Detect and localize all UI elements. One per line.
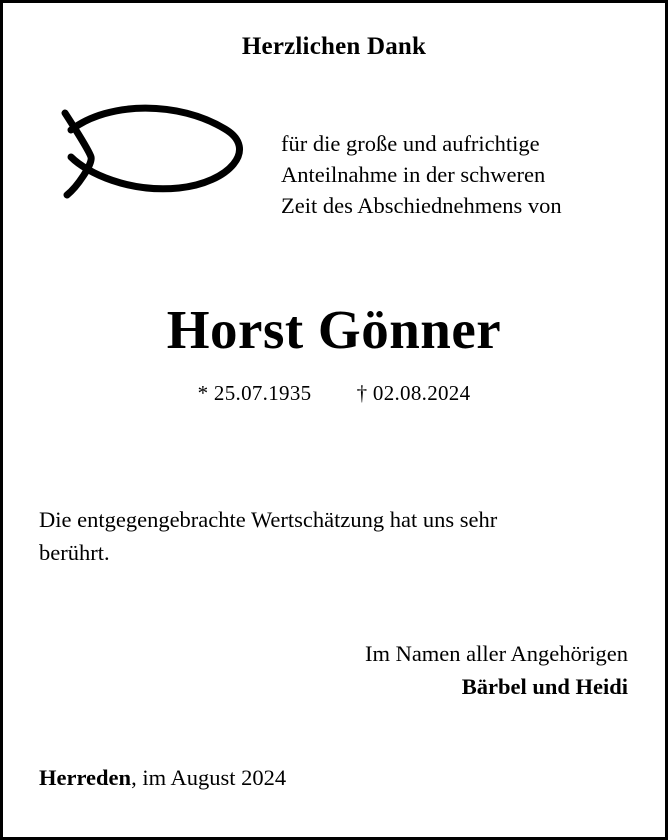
family-block bbox=[3, 637, 665, 703]
life-dates bbox=[3, 381, 665, 406]
gratitude-line-1: Die entgegengebrachte Wertschätzung hat uns sehr bbox=[39, 507, 498, 532]
footer-date: , im August 2024 bbox=[131, 765, 287, 790]
intro-line-2: Anteilnahme in der schweren bbox=[281, 162, 546, 187]
death-date: † 02.08.2024 bbox=[356, 381, 471, 405]
footer-line bbox=[39, 765, 286, 791]
intro-text bbox=[281, 128, 653, 221]
deceased-name: Horst Gönner bbox=[166, 299, 502, 360]
gratitude-line-2: berührt. bbox=[39, 540, 110, 565]
birth-date: * 25.07.1935 bbox=[197, 381, 312, 405]
gratitude-text bbox=[39, 503, 639, 569]
ichthys-fish-icon bbox=[29, 95, 269, 205]
intro-line-1: für die große und aufrichtige bbox=[281, 131, 540, 156]
footer-place: Herreden bbox=[39, 765, 132, 790]
family-intro: Im Namen aller Angehörigen bbox=[364, 641, 628, 666]
family-names: Bärbel und Heidi bbox=[461, 674, 628, 699]
notice-inner bbox=[3, 3, 665, 837]
intro-line-3: Zeit des Abschiednehmens von bbox=[281, 193, 562, 218]
notice-heading: Herzlichen Dank bbox=[241, 33, 427, 60]
